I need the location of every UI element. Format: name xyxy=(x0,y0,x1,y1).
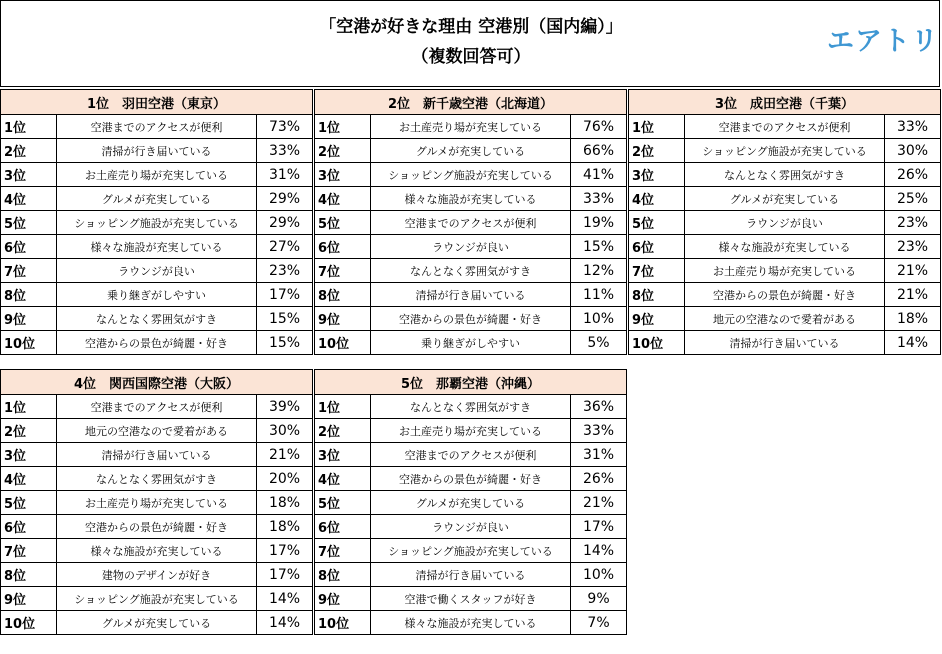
percent-cell: 23% xyxy=(885,235,941,259)
table-row xyxy=(1,443,313,467)
percent-cell: 36% xyxy=(571,395,627,419)
rank-cell: 5位 xyxy=(1,491,57,515)
table-row xyxy=(315,211,627,235)
table-row xyxy=(315,187,627,211)
table-row xyxy=(315,259,627,283)
rank-cell: 1位 xyxy=(315,115,371,139)
percent-cell: 5% xyxy=(571,331,627,355)
rank-cell: 4位 xyxy=(629,187,685,211)
rank-cell: 5位 xyxy=(315,491,371,515)
rank-cell: 1位 xyxy=(1,395,57,419)
rank-cell: 9位 xyxy=(1,307,57,331)
rank-cell: 9位 xyxy=(1,587,57,611)
reason-cell: ラウンジが良い xyxy=(371,235,571,259)
percent-cell: 21% xyxy=(571,491,627,515)
rank-cell: 1位 xyxy=(315,395,371,419)
percent-cell: 33% xyxy=(571,187,627,211)
table-row xyxy=(1,539,313,563)
rank-cell: 9位 xyxy=(315,307,371,331)
rank-cell: 4位 xyxy=(315,467,371,491)
table-row xyxy=(1,211,313,235)
rank-cell: 6位 xyxy=(315,235,371,259)
rank-cell: 6位 xyxy=(629,235,685,259)
reason-cell: お土産売り場が充実している xyxy=(685,259,885,283)
table-row xyxy=(629,139,941,163)
percent-cell: 18% xyxy=(257,515,313,539)
table-row xyxy=(315,419,627,443)
percent-cell: 26% xyxy=(885,163,941,187)
rank-cell: 9位 xyxy=(315,587,371,611)
page-title: 「空港が好きな理由 空港別（国内編）」 xyxy=(319,17,623,37)
reason-cell: 様々な施設が充実している xyxy=(371,187,571,211)
reason-cell: 空港までのアクセスが便利 xyxy=(371,443,571,467)
reason-cell: グルメが充実している xyxy=(371,491,571,515)
percent-cell: 66% xyxy=(571,139,627,163)
rank-cell: 10位 xyxy=(315,611,371,635)
percent-cell: 27% xyxy=(257,235,313,259)
rank-cell: 5位 xyxy=(629,211,685,235)
reason-cell: ラウンジが良い xyxy=(57,259,257,283)
reason-cell: なんとなく雰囲気がすき xyxy=(57,307,257,331)
table-row xyxy=(1,587,313,611)
percent-cell: 23% xyxy=(257,259,313,283)
table-heading-row xyxy=(1,90,313,115)
rank-cell: 4位 xyxy=(1,467,57,491)
percent-cell: 30% xyxy=(885,139,941,163)
reason-cell: 空港で働くスタッフが好き xyxy=(371,587,571,611)
table-row xyxy=(315,163,627,187)
percent-cell: 14% xyxy=(571,539,627,563)
percent-cell: 17% xyxy=(257,283,313,307)
table-row xyxy=(1,259,313,283)
airtrip-logo: エアトリ xyxy=(827,26,939,57)
table-row xyxy=(629,211,941,235)
reason-cell: 空港からの景色が綺麗・好き xyxy=(57,331,257,355)
ranking-table-kansai xyxy=(0,369,313,635)
rank-cell: 10位 xyxy=(1,611,57,635)
rank-cell: 2位 xyxy=(1,139,57,163)
table-row xyxy=(315,115,627,139)
ranking-table-naha xyxy=(314,369,627,635)
rank-cell: 3位 xyxy=(1,443,57,467)
percent-cell: 21% xyxy=(885,259,941,283)
rank-cell: 4位 xyxy=(315,187,371,211)
title-header xyxy=(0,0,940,87)
table-row xyxy=(1,395,313,419)
reason-cell: ラウンジが良い xyxy=(685,211,885,235)
percent-cell: 31% xyxy=(257,163,313,187)
rank-cell: 7位 xyxy=(629,259,685,283)
table-row xyxy=(315,611,627,635)
rank-cell: 10位 xyxy=(315,331,371,355)
rank-cell: 3位 xyxy=(629,163,685,187)
airport-heading: 4位 関西国際空港（大阪） xyxy=(1,370,313,395)
table-row xyxy=(629,115,941,139)
percent-cell: 21% xyxy=(257,443,313,467)
rank-cell: 10位 xyxy=(1,331,57,355)
percent-cell: 7% xyxy=(571,611,627,635)
reason-cell: なんとなく雰囲気がすき xyxy=(371,259,571,283)
table-row xyxy=(629,235,941,259)
reason-cell: 地元の空港なので愛着がある xyxy=(57,419,257,443)
table-heading-row xyxy=(1,370,313,395)
reason-cell: 清掃が行き届いている xyxy=(685,331,885,355)
rank-cell: 8位 xyxy=(629,283,685,307)
rank-cell: 7位 xyxy=(315,539,371,563)
reason-cell: 様々な施設が充実している xyxy=(371,611,571,635)
table-row xyxy=(629,283,941,307)
table-row xyxy=(629,187,941,211)
table-row xyxy=(629,163,941,187)
rank-cell: 7位 xyxy=(315,259,371,283)
table-row xyxy=(1,139,313,163)
percent-cell: 19% xyxy=(571,211,627,235)
rank-cell: 8位 xyxy=(315,563,371,587)
reason-cell: 清掃が行き届いている xyxy=(57,443,257,467)
table-row xyxy=(1,467,313,491)
rank-cell: 7位 xyxy=(1,539,57,563)
percent-cell: 17% xyxy=(257,563,313,587)
table-row xyxy=(1,419,313,443)
percent-cell: 33% xyxy=(885,115,941,139)
percent-cell: 17% xyxy=(571,515,627,539)
reason-cell: 空港までのアクセスが便利 xyxy=(371,211,571,235)
table-row xyxy=(1,187,313,211)
rank-cell: 2位 xyxy=(315,419,371,443)
reason-cell: 空港からの景色が綺麗・好き xyxy=(371,307,571,331)
percent-cell: 10% xyxy=(571,563,627,587)
table-row xyxy=(1,307,313,331)
rank-cell: 8位 xyxy=(315,283,371,307)
percent-cell: 12% xyxy=(571,259,627,283)
rank-cell: 3位 xyxy=(315,443,371,467)
table-row xyxy=(1,115,313,139)
rank-cell: 2位 xyxy=(315,139,371,163)
rank-cell: 2位 xyxy=(629,139,685,163)
rank-cell: 3位 xyxy=(315,163,371,187)
percent-cell: 20% xyxy=(257,467,313,491)
reason-cell: グルメが充実している xyxy=(57,187,257,211)
rank-cell: 2位 xyxy=(1,419,57,443)
percent-cell: 73% xyxy=(257,115,313,139)
table-row xyxy=(315,539,627,563)
rank-cell: 8位 xyxy=(1,283,57,307)
table-row xyxy=(315,307,627,331)
percent-cell: 15% xyxy=(571,235,627,259)
reason-cell: 清掃が行き届いている xyxy=(57,139,257,163)
table-row xyxy=(315,443,627,467)
percent-cell: 14% xyxy=(257,611,313,635)
reason-cell: グルメが充実している xyxy=(371,139,571,163)
table-row xyxy=(1,563,313,587)
reason-cell: 空港までのアクセスが便利 xyxy=(685,115,885,139)
percent-cell: 15% xyxy=(257,331,313,355)
reason-cell: グルメが充実している xyxy=(685,187,885,211)
table-row xyxy=(315,283,627,307)
table-heading-row xyxy=(315,90,627,115)
reason-cell: 地元の空港なので愛着がある xyxy=(685,307,885,331)
rank-cell: 4位 xyxy=(1,187,57,211)
reason-cell: 空港までのアクセスが便利 xyxy=(57,115,257,139)
percent-cell: 29% xyxy=(257,211,313,235)
percent-cell: 30% xyxy=(257,419,313,443)
table-row xyxy=(315,395,627,419)
page-subtitle: （複数回答可） xyxy=(411,47,531,67)
percent-cell: 18% xyxy=(257,491,313,515)
reason-cell: 空港からの景色が綺麗・好き xyxy=(685,283,885,307)
reason-cell: なんとなく雰囲気がすき xyxy=(371,395,571,419)
percent-cell: 18% xyxy=(885,307,941,331)
ranking-table-haneda xyxy=(0,89,313,355)
reason-cell: 清掃が行き届いている xyxy=(371,563,571,587)
table-row xyxy=(315,331,627,355)
reason-cell: ショッピング施設が充実している xyxy=(371,163,571,187)
percent-cell: 11% xyxy=(571,283,627,307)
percent-cell: 14% xyxy=(885,331,941,355)
rank-cell: 6位 xyxy=(315,515,371,539)
reason-cell: グルメが充実している xyxy=(57,611,257,635)
percent-cell: 41% xyxy=(571,163,627,187)
reason-cell: お土産売り場が充実している xyxy=(57,491,257,515)
table-row xyxy=(1,235,313,259)
percent-cell: 14% xyxy=(257,587,313,611)
reason-cell: ショッピング施設が充実している xyxy=(57,211,257,235)
table-row xyxy=(315,563,627,587)
reason-cell: 建物のデザインが好き xyxy=(57,563,257,587)
reason-cell: 乗り継ぎがしやすい xyxy=(57,283,257,307)
reason-cell: お土産売り場が充実している xyxy=(371,115,571,139)
airport-heading: 5位 那覇空港（沖縄） xyxy=(315,370,627,395)
percent-cell: 26% xyxy=(571,467,627,491)
rank-cell: 5位 xyxy=(315,211,371,235)
reason-cell: ショッピング施設が充実している xyxy=(57,587,257,611)
table-row xyxy=(1,163,313,187)
rank-cell: 1位 xyxy=(629,115,685,139)
rank-cell: 6位 xyxy=(1,515,57,539)
table-row xyxy=(1,283,313,307)
percent-cell: 23% xyxy=(885,211,941,235)
rank-cell: 5位 xyxy=(1,211,57,235)
table-row xyxy=(315,235,627,259)
reason-cell: 空港からの景色が綺麗・好き xyxy=(57,515,257,539)
reason-cell: 空港までのアクセスが便利 xyxy=(57,395,257,419)
table-row xyxy=(315,587,627,611)
reason-cell: 清掃が行き届いている xyxy=(371,283,571,307)
rank-cell: 9位 xyxy=(629,307,685,331)
ranking-table-narita xyxy=(628,89,941,355)
percent-cell: 15% xyxy=(257,307,313,331)
table-row xyxy=(315,515,627,539)
ranking-table-new-chitose xyxy=(314,89,627,355)
reason-cell: ショッピング施設が充実している xyxy=(685,139,885,163)
table-heading-row xyxy=(629,90,941,115)
reason-cell: 様々な施設が充実している xyxy=(685,235,885,259)
reason-cell: お土産売り場が充実している xyxy=(371,419,571,443)
reason-cell: なんとなく雰囲気がすき xyxy=(685,163,885,187)
airport-heading: 2位 新千歳空港（北海道） xyxy=(315,90,627,115)
rank-cell: 1位 xyxy=(1,115,57,139)
table-row xyxy=(315,491,627,515)
rank-cell: 8位 xyxy=(1,563,57,587)
rank-cell: 3位 xyxy=(1,163,57,187)
table-row xyxy=(315,139,627,163)
airport-heading: 1位 羽田空港（東京） xyxy=(1,90,313,115)
percent-cell: 33% xyxy=(571,419,627,443)
table-row xyxy=(1,515,313,539)
reason-cell: お土産売り場が充実している xyxy=(57,163,257,187)
table-row xyxy=(629,259,941,283)
table-row xyxy=(1,491,313,515)
table-row xyxy=(1,331,313,355)
reason-cell: 空港からの景色が綺麗・好き xyxy=(371,467,571,491)
reason-cell: 様々な施設が充実している xyxy=(57,539,257,563)
percent-cell: 17% xyxy=(257,539,313,563)
rank-cell: 7位 xyxy=(1,259,57,283)
percent-cell: 39% xyxy=(257,395,313,419)
table-heading-row xyxy=(315,370,627,395)
percent-cell: 10% xyxy=(571,307,627,331)
reason-cell: なんとなく雰囲気がすき xyxy=(57,467,257,491)
reason-cell: 乗り継ぎがしやすい xyxy=(371,331,571,355)
percent-cell: 21% xyxy=(885,283,941,307)
table-row xyxy=(1,611,313,635)
reason-cell: ラウンジが良い xyxy=(371,515,571,539)
percent-cell: 9% xyxy=(571,587,627,611)
percent-cell: 25% xyxy=(885,187,941,211)
reason-cell: 様々な施設が充実している xyxy=(57,235,257,259)
percent-cell: 33% xyxy=(257,139,313,163)
rank-cell: 6位 xyxy=(1,235,57,259)
table-row xyxy=(315,467,627,491)
table-row xyxy=(629,307,941,331)
rank-cell: 10位 xyxy=(629,331,685,355)
percent-cell: 76% xyxy=(571,115,627,139)
airport-heading: 3位 成田空港（千葉） xyxy=(629,90,941,115)
table-row xyxy=(629,331,941,355)
reason-cell: ショッピング施設が充実している xyxy=(371,539,571,563)
percent-cell: 31% xyxy=(571,443,627,467)
percent-cell: 29% xyxy=(257,187,313,211)
